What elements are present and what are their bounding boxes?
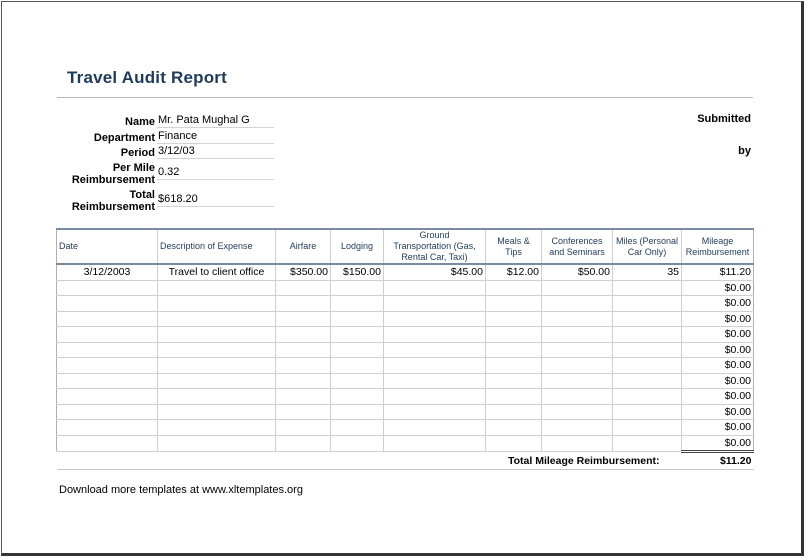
cell-lodging[interactable]	[331, 404, 384, 420]
cell-airfare[interactable]	[276, 311, 331, 327]
by-label: by	[738, 145, 751, 157]
miles-header-line2: Car Only)	[627, 246, 667, 257]
cell-date[interactable]	[57, 327, 158, 343]
col-mileage-header	[682, 229, 754, 264]
table-row	[57, 264, 754, 280]
cell-airfare[interactable]	[276, 389, 331, 405]
table-row	[57, 404, 754, 420]
cell-lodging[interactable]: $150.00	[331, 264, 384, 280]
cell-description[interactable]	[158, 342, 276, 358]
cell-mileage[interactable]: $0.00	[682, 296, 754, 312]
cell-mileage[interactable]: $0.00	[682, 280, 754, 296]
cell-mileage[interactable]: $0.00	[682, 311, 754, 327]
footer-note: Download more templates at www.xltemplates.org	[59, 484, 303, 496]
cell-miles[interactable]	[613, 280, 682, 296]
cell-airfare[interactable]	[276, 296, 331, 312]
col-description-header: Description of Expense	[158, 229, 276, 264]
cell-meals[interactable]	[486, 389, 542, 405]
cell-meals[interactable]	[486, 342, 542, 358]
cell-miles[interactable]	[613, 373, 682, 389]
cell-meals[interactable]	[486, 435, 542, 452]
cell-miles[interactable]	[613, 404, 682, 420]
cell-ground[interactable]	[384, 327, 486, 343]
cell-description[interactable]: Travel to client office	[158, 264, 276, 280]
col-ground-header	[384, 229, 486, 264]
cell-miles[interactable]	[613, 311, 682, 327]
table-row	[57, 389, 754, 405]
col-miles-header	[613, 229, 682, 264]
table-row	[57, 342, 754, 358]
meals-header-line1: Meals &	[497, 235, 530, 246]
ground-header-line3: Rental Car, Taxi)	[401, 252, 468, 262]
cell-description[interactable]	[158, 373, 276, 389]
cell-description[interactable]	[158, 420, 276, 436]
cell-ground[interactable]	[384, 342, 486, 358]
cell-ground[interactable]	[384, 358, 486, 374]
cell-conferences[interactable]	[542, 373, 613, 389]
cell-airfare[interactable]	[276, 420, 331, 436]
cell-description[interactable]	[158, 327, 276, 343]
period-label: Period	[120, 147, 155, 159]
total-reimbursement-label	[57, 189, 157, 213]
table-header-row	[57, 229, 754, 264]
cell-meals[interactable]	[486, 373, 542, 389]
mileage-header-line1: Mileage	[701, 235, 734, 246]
cell-date[interactable]	[57, 404, 158, 420]
cell-conferences[interactable]	[542, 280, 613, 296]
cell-lodging[interactable]	[331, 327, 384, 343]
cell-date[interactable]	[57, 358, 158, 374]
col-airfare-header: Airfare	[276, 229, 331, 264]
cell-lodging[interactable]	[331, 311, 384, 327]
cell-description[interactable]	[158, 389, 276, 405]
department-row	[57, 128, 274, 144]
expense-rows	[57, 264, 754, 452]
table-row	[57, 435, 754, 452]
cell-miles[interactable]	[613, 435, 682, 452]
cell-date[interactable]	[57, 280, 158, 296]
cell-airfare[interactable]	[276, 327, 331, 343]
title-divider	[57, 97, 753, 98]
cell-mileage[interactable]: $0.00	[682, 373, 754, 389]
ground-header-line1: Ground	[419, 230, 450, 240]
cell-meals[interactable]	[486, 327, 542, 343]
cell-description[interactable]	[158, 280, 276, 296]
cell-date[interactable]	[57, 389, 158, 405]
cell-lodging[interactable]	[331, 342, 384, 358]
name-label: Name	[125, 116, 155, 128]
mileage-header-line2: Reimbursement	[685, 246, 750, 257]
cell-date[interactable]	[57, 296, 158, 312]
cell-conferences[interactable]	[542, 435, 613, 452]
cell-mileage[interactable]: $0.00	[682, 389, 754, 405]
cell-meals[interactable]	[486, 311, 542, 327]
submitted-label: Submitted	[697, 113, 751, 125]
cell-date[interactable]	[57, 373, 158, 389]
cell-miles[interactable]	[613, 327, 682, 343]
cell-date[interactable]	[57, 342, 158, 358]
cell-description[interactable]	[158, 311, 276, 327]
per-mile-label-line1: Per Mile	[112, 162, 155, 174]
cell-meals[interactable]	[486, 358, 542, 374]
cell-lodging[interactable]	[331, 420, 384, 436]
cell-lodging[interactable]	[331, 358, 384, 374]
table-row	[57, 420, 754, 436]
cell-airfare[interactable]	[276, 280, 331, 296]
report-title: Travel Audit Report	[67, 68, 227, 87]
period-row	[57, 144, 274, 159]
per-mile-label-line2: Reimbursement	[71, 174, 155, 186]
cell-miles[interactable]	[613, 296, 682, 312]
total-spacer	[57, 452, 486, 470]
cell-conferences[interactable]	[542, 327, 613, 343]
cell-description[interactable]	[158, 296, 276, 312]
per-mile-field[interactable]: 0.32	[157, 166, 274, 180]
expense-table	[56, 228, 754, 470]
col-lodging-header: Lodging	[331, 229, 384, 264]
total-mileage-value: $11.20	[682, 452, 754, 470]
cell-lodging[interactable]	[331, 435, 384, 452]
cell-conferences[interactable]	[542, 342, 613, 358]
name-row	[57, 112, 274, 128]
table-row	[57, 280, 754, 296]
cell-ground[interactable]	[384, 373, 486, 389]
miles-header-line1: Miles (Personal	[615, 235, 679, 246]
cell-ground[interactable]	[384, 404, 486, 420]
cell-ground[interactable]: $45.00	[384, 264, 486, 280]
table-row	[57, 296, 754, 312]
cell-mileage[interactable]: $0.00	[682, 358, 754, 374]
cell-conferences[interactable]	[542, 420, 613, 436]
cell-miles[interactable]	[613, 358, 682, 374]
cell-ground[interactable]	[384, 420, 486, 436]
cell-description[interactable]	[158, 435, 276, 452]
cell-mileage[interactable]: $0.00	[682, 420, 754, 436]
ground-header-line2: Transportation (Gas,	[393, 241, 476, 251]
cell-ground[interactable]	[384, 311, 486, 327]
meals-header-line2: Tips	[505, 246, 522, 257]
cell-meals[interactable]	[486, 280, 542, 296]
department-label: Department	[93, 132, 155, 144]
cell-lodging[interactable]	[331, 373, 384, 389]
cell-meals[interactable]	[486, 420, 542, 436]
cell-description[interactable]	[158, 404, 276, 420]
table-row	[57, 327, 754, 343]
cell-airfare[interactable]	[276, 342, 331, 358]
cell-date[interactable]	[57, 311, 158, 327]
cell-ground[interactable]	[384, 280, 486, 296]
cell-date[interactable]	[57, 435, 158, 452]
cell-miles[interactable]	[613, 342, 682, 358]
total-mileage-label: Total Mileage Reimbursement:	[486, 452, 682, 470]
conf-header-line2: and Seminars	[549, 246, 605, 257]
total-row	[57, 452, 754, 470]
table-row	[57, 373, 754, 389]
cell-date[interactable]: 3/12/2003	[57, 264, 158, 280]
cell-conferences[interactable]	[542, 389, 613, 405]
department-field[interactable]: Finance	[157, 130, 274, 144]
cell-meals[interactable]	[486, 404, 542, 420]
cell-meals[interactable]: $12.00	[486, 264, 542, 280]
col-meals-header	[486, 229, 542, 264]
cell-ground[interactable]	[384, 435, 486, 452]
cell-mileage[interactable]: $11.20	[682, 264, 754, 280]
cell-conferences[interactable]	[542, 311, 613, 327]
cell-conferences[interactable]	[542, 404, 613, 420]
cell-ground[interactable]	[384, 296, 486, 312]
per-mile-row	[57, 159, 274, 186]
table-row	[57, 358, 754, 374]
cell-date[interactable]	[57, 420, 158, 436]
cell-airfare[interactable]	[276, 404, 331, 420]
cell-mileage[interactable]: $0.00	[682, 404, 754, 420]
period-field[interactable]: 3/12/03	[157, 145, 274, 159]
table-row	[57, 311, 754, 327]
cell-mileage[interactable]: $0.00	[682, 327, 754, 343]
cell-conferences[interactable]	[542, 358, 613, 374]
cell-miles[interactable]: 35	[613, 264, 682, 280]
cell-meals[interactable]	[486, 296, 542, 312]
cell-ground[interactable]	[384, 389, 486, 405]
cell-airfare[interactable]	[276, 373, 331, 389]
cell-airfare[interactable]	[276, 358, 331, 374]
cell-miles[interactable]	[613, 389, 682, 405]
cell-lodging[interactable]	[331, 280, 384, 296]
cell-description[interactable]	[158, 358, 276, 374]
total-label-line2: Reimbursement	[71, 201, 155, 213]
cell-mileage[interactable]: $0.00	[682, 435, 754, 452]
cell-airfare[interactable]	[276, 435, 331, 452]
cell-airfare[interactable]: $350.00	[276, 264, 331, 280]
total-reimbursement-field[interactable]: $618.20	[157, 193, 274, 207]
name-field[interactable]: Mr. Pata Mughal G	[157, 114, 274, 128]
employee-info	[57, 112, 274, 213]
cell-miles[interactable]	[613, 420, 682, 436]
total-reimbursement-row	[57, 186, 274, 213]
cell-conferences[interactable]	[542, 296, 613, 312]
per-mile-label	[57, 162, 157, 186]
col-date-header: Date	[57, 229, 158, 264]
total-label-line1: Total	[129, 189, 155, 201]
cell-lodging[interactable]	[331, 296, 384, 312]
cell-conferences[interactable]: $50.00	[542, 264, 613, 280]
cell-mileage[interactable]: $0.00	[682, 342, 754, 358]
cell-lodging[interactable]	[331, 389, 384, 405]
conf-header-line1: Conferences	[551, 235, 603, 246]
col-conferences-header	[542, 229, 613, 264]
